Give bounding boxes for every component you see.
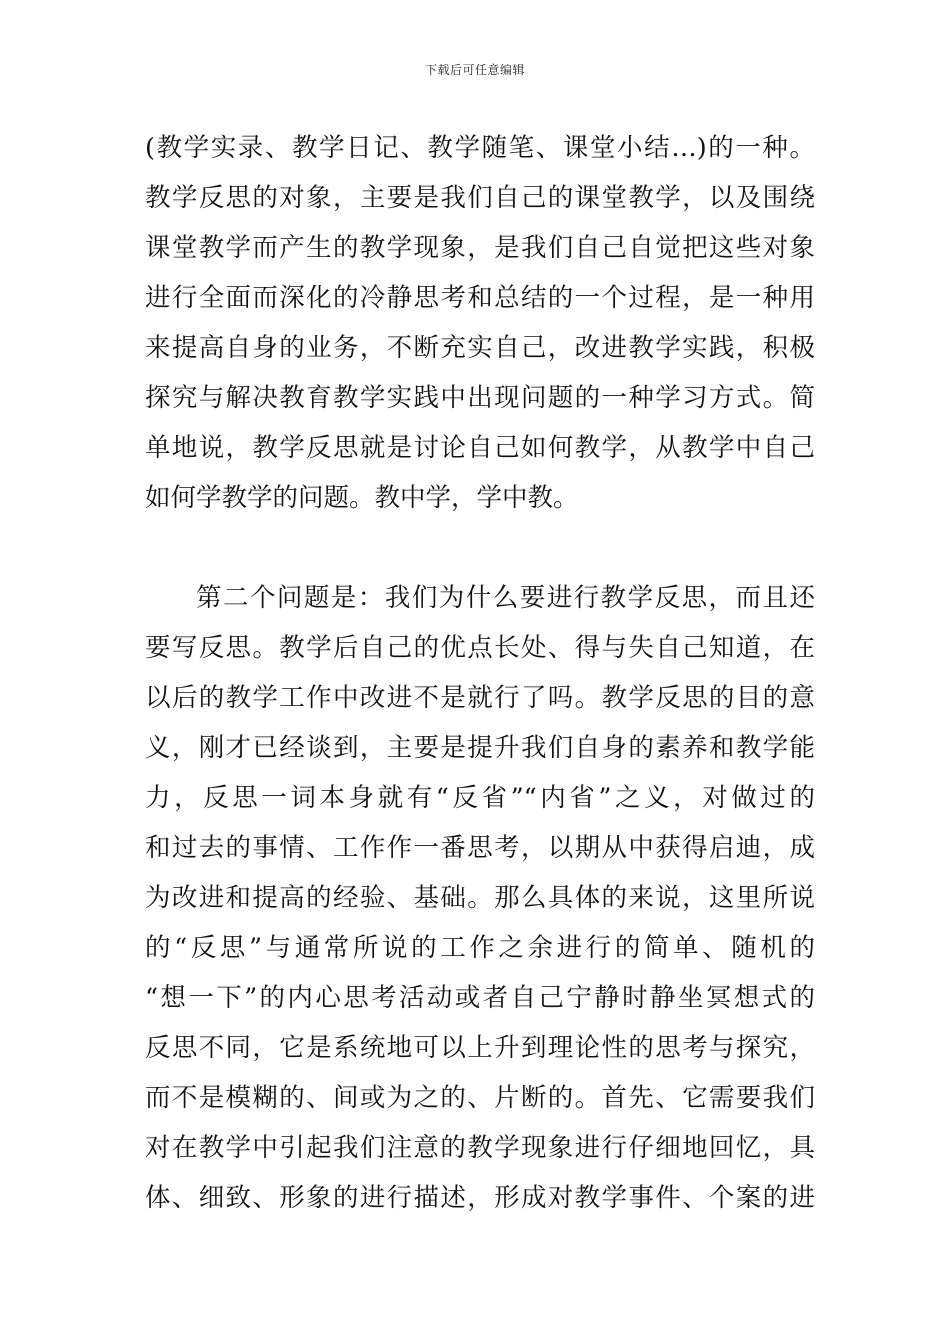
paragraph-line: (教学实录、教学日记、教学随笔、课堂小结…)的一种。 [145, 133, 815, 163]
paragraph-line: 义，刚才已经谈到，主要是提升我们自身的素养和教学能 [145, 733, 815, 763]
paragraph-line: 单地说，教学反思就是讨论自己如何教学，从教学中自己 [145, 433, 815, 463]
paragraph-line: 反思不同，它是系统地可以上升到理论性的思考与探究， [145, 1033, 815, 1063]
paragraph-line: 课堂教学而产生的教学现象，是我们自己自觉把这些对象 [145, 233, 815, 263]
paragraph-line: 要写反思。教学后自己的优点长处、得与失自己知道，在 [145, 633, 815, 663]
paragraph-line: 对在教学中引起我们注意的教学现象进行仔细地回忆，具 [145, 1133, 815, 1163]
paragraph-line: 以后的教学工作中改进不是就行了吗。教学反思的目的意 [145, 683, 815, 713]
paragraph-line: 的“反思”与通常所说的工作之余进行的简单、随机的 [145, 933, 815, 963]
paragraph-line: 体、细致、形象的进行描述，形成对教学事件、个案的进 [145, 1183, 815, 1213]
paragraph-line: 而不是模糊的、间或为之的、片断的。首先、它需要我们 [145, 1083, 815, 1113]
paragraph-line: 为改进和提高的经验、基础。那么具体的来说，这里所说 [145, 883, 815, 913]
paragraph-line: 进行全面而深化的冷静思考和总结的一个过程，是一种用 [145, 283, 815, 313]
paragraph-line: 教学反思的对象，主要是我们自己的课堂教学，以及围绕 [145, 183, 815, 213]
paragraph-line: 来提高自身的业务，不断充实自己，改进教学实践，积极 [145, 333, 815, 363]
paragraph-line: 探究与解决教育教学实践中出现问题的一种学习方式。简 [145, 383, 815, 413]
paragraph-line: “想一下”的内心思考活动或者自己宁静时静坐冥想式的 [145, 983, 815, 1013]
paragraph-line: 力，反思一词本身就有“反省”“内省”之义，对做过的 [145, 783, 815, 813]
paragraph-line: 如何学教学的问题。教中学，学中教。 [145, 483, 579, 513]
paragraph-line: 第二个问题是：我们为什么要进行教学反思，而且还 [196, 583, 815, 613]
page-header: 下载后可任意编辑 [424, 63, 525, 77]
paragraph-line: 和过去的事情、工作作一番思考，以期从中获得启迪，成 [145, 833, 815, 863]
